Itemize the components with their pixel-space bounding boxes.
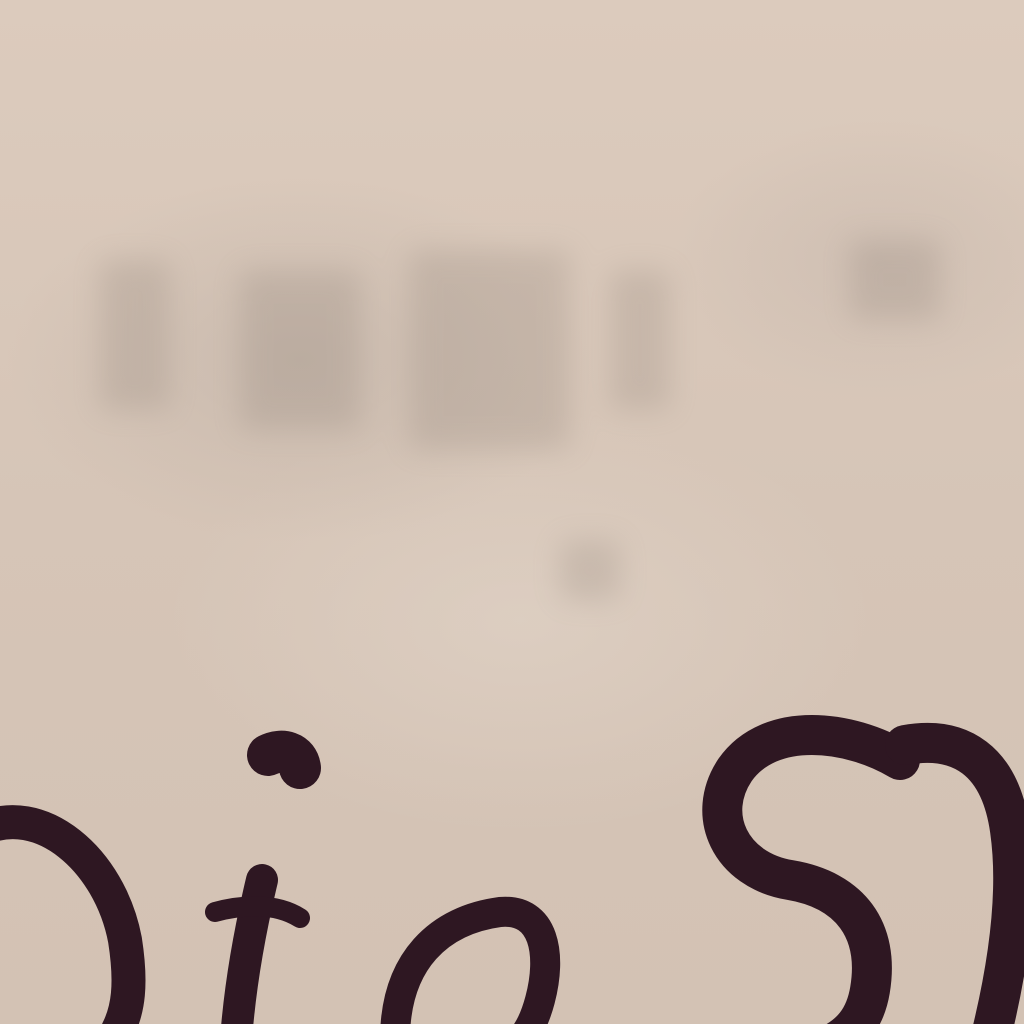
letter-o-loop [395,912,545,1024]
letter-i-dot [268,752,300,768]
letter-d-stroke [0,822,129,1024]
letter-i-cross [215,906,300,918]
letter-next-stroke [905,743,1013,1024]
letter-s-stroke [722,735,900,1024]
